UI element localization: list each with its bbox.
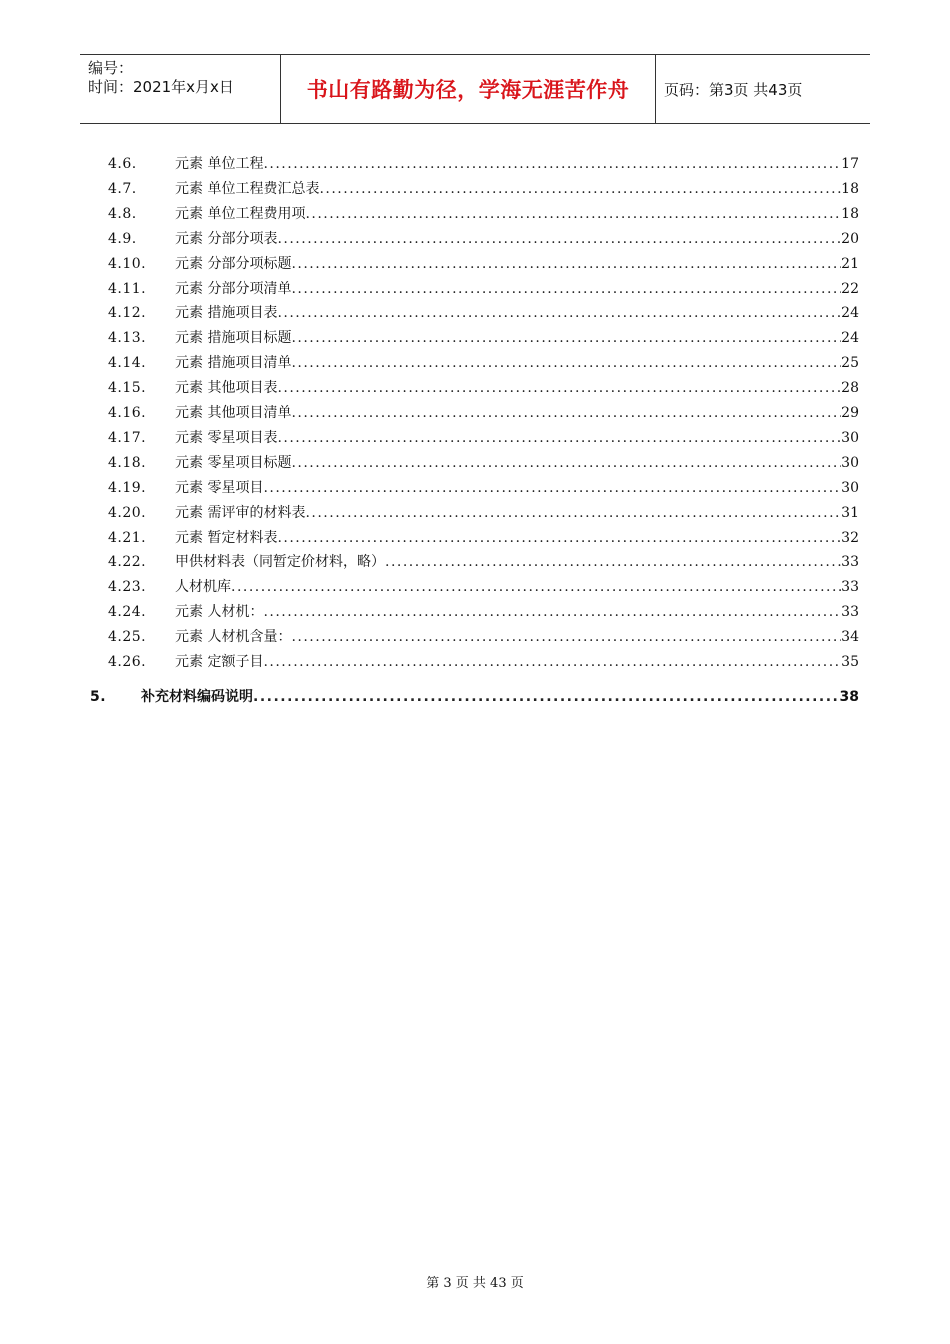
toc-entry-title: 元素 需评审的材料表	[175, 504, 306, 521]
toc-dot-leader	[277, 377, 841, 399]
toc-entry-title: 人材机库	[175, 579, 231, 596]
header-page-info: 页码：第3页 共43页	[664, 80, 803, 99]
toc-entry-number: 4.25.	[108, 629, 147, 646]
toc-entry-title: 元素 人材机：	[175, 604, 264, 621]
toc-dot-leader	[291, 452, 841, 474]
toc-row[interactable]	[0, 278, 950, 300]
toc-row[interactable]	[0, 203, 950, 225]
toc-dot-leader	[305, 203, 841, 225]
toc-entry	[175, 352, 859, 374]
toc-entry	[175, 178, 859, 200]
toc-dot-leader	[277, 427, 841, 449]
toc-entry-title: 元素 暂定材料表	[175, 529, 278, 546]
toc-entry-title: 元素 措施项目标题	[175, 330, 292, 347]
toc-dot-leader	[291, 626, 841, 648]
toc-entry-number: 4.7.	[108, 180, 137, 197]
toc-dot-leader	[277, 302, 841, 324]
toc-page-number: 30	[841, 454, 859, 471]
toc-entry-title: 元素 零星项目表	[175, 429, 278, 446]
toc-page-number: 34	[841, 629, 859, 646]
toc-page-number: 25	[841, 355, 859, 372]
toc-entry	[175, 502, 859, 524]
toc-row[interactable]	[0, 302, 950, 324]
toc-dot-leader	[253, 686, 840, 708]
toc-entry	[175, 377, 859, 399]
toc-entry	[175, 153, 859, 175]
toc-entry-number: 4.16.	[108, 405, 147, 421]
toc-entry-number: 4.19.	[108, 479, 147, 496]
toc-entry-number: 4.20.	[108, 504, 147, 521]
toc-row[interactable]	[0, 527, 950, 549]
toc-dot-leader	[319, 178, 841, 200]
toc-entry-number: 4.17.	[108, 429, 147, 446]
toc-entry-number: 4.9.	[108, 230, 137, 247]
toc-entry	[141, 686, 859, 708]
toc-entry-number: 4.8.	[108, 205, 137, 222]
toc-row[interactable]	[0, 651, 950, 673]
toc-dot-leader	[291, 352, 841, 374]
toc-entry	[175, 402, 859, 424]
toc-page-number: 22	[841, 280, 859, 297]
toc-entry-title: 元素 定额子目	[175, 654, 264, 670]
toc-page-number: 21	[841, 255, 859, 272]
toc-entry-number: 4.11.	[108, 280, 147, 297]
toc-entry-number: 4.15.	[108, 380, 147, 397]
toc-section-row[interactable]	[0, 686, 950, 708]
toc-dot-leader	[277, 228, 841, 250]
toc-row[interactable]	[0, 551, 950, 573]
toc-entry-title: 元素 分部分项表	[175, 230, 278, 247]
toc-entry-title: 元素 单位工程	[175, 156, 264, 172]
toc-page-number: 38	[839, 689, 859, 705]
toc-page-number: 20	[841, 230, 859, 247]
toc-entry	[175, 228, 859, 250]
toc-dot-leader	[231, 576, 841, 598]
toc-dot-leader	[263, 651, 841, 673]
toc-entry-number: 4.23.	[108, 579, 147, 596]
toc-row[interactable]	[0, 352, 950, 374]
toc-entry-number: 4.10.	[108, 255, 147, 272]
toc-row[interactable]	[0, 452, 950, 474]
toc-dot-leader	[291, 402, 841, 424]
toc-entry-number: 4.24.	[108, 604, 147, 621]
toc-row[interactable]	[0, 427, 950, 449]
toc-entry-title: 元素 其他项目表	[175, 380, 278, 397]
document-number-label: 编号：	[88, 59, 134, 77]
toc-entry	[175, 278, 859, 300]
toc-dot-leader	[263, 601, 841, 623]
toc-dot-leader	[291, 327, 841, 349]
toc-entry	[175, 651, 859, 673]
toc-row[interactable]	[0, 228, 950, 250]
toc-entry-title: 元素 单位工程费汇总表	[175, 180, 320, 197]
document-time-label: 时间：2021年x月x日	[88, 78, 234, 96]
toc-row[interactable]	[0, 377, 950, 399]
toc-entry-number: 4.18.	[108, 454, 147, 471]
toc-dot-leader	[291, 278, 841, 300]
toc-page-number: 30	[841, 479, 859, 496]
toc-dot-leader	[277, 527, 841, 549]
toc-entry-number: 4.6.	[108, 156, 137, 172]
toc-page-number: 24	[841, 330, 859, 347]
toc-page-number: 32	[841, 529, 859, 546]
toc-entry	[175, 253, 859, 275]
toc-entry-title: 元素 零星项目	[175, 479, 264, 496]
toc-page-number: 18	[841, 205, 859, 222]
toc-entry	[175, 477, 859, 499]
toc-page-number: 30	[841, 429, 859, 446]
toc-row[interactable]	[0, 153, 950, 175]
toc-entry	[175, 327, 859, 349]
toc-entry-title: 元素 措施项目表	[175, 305, 278, 322]
toc-entry-title: 元素 零星项目标题	[175, 454, 292, 471]
toc-entry-number: 4.22.	[108, 554, 147, 571]
toc-entry-number: 4.26.	[108, 654, 147, 670]
page-header	[80, 54, 870, 124]
toc-entry-number: 4.12.	[108, 305, 147, 322]
toc-entry-title: 元素 措施项目清单	[175, 355, 292, 372]
header-motto: 书山有路勤为径，学海无涯苦作舟	[281, 55, 656, 123]
toc-dot-leader	[263, 153, 841, 175]
toc-entry-number: 5.	[90, 689, 107, 705]
toc-entry	[175, 551, 859, 573]
toc-row[interactable]	[0, 601, 950, 623]
toc-entry	[175, 626, 859, 648]
toc-row[interactable]	[0, 178, 950, 200]
toc-row[interactable]	[0, 626, 950, 648]
toc-page-number: 18	[841, 180, 859, 197]
page-footer: 第 3 页 共 43 页	[426, 1276, 524, 1291]
toc-entry-title: 元素 分部分项标题	[175, 255, 292, 272]
toc-entry-title: 补充材料编码说明	[141, 689, 253, 705]
toc-entry	[175, 576, 859, 598]
toc-entry	[175, 203, 859, 225]
toc-row[interactable]	[0, 477, 950, 499]
toc-dot-leader	[385, 551, 841, 573]
toc-row[interactable]	[0, 576, 950, 598]
toc-page-number: 17	[841, 156, 859, 172]
toc-entry-title: 甲供材料表（同暂定价材料，略）	[175, 554, 385, 571]
toc-entry-number: 4.13.	[108, 330, 147, 347]
toc-page-number: 28	[841, 380, 859, 397]
toc-entry-title: 元素 分部分项清单	[175, 280, 292, 297]
toc-entry-title: 元素 人材机含量：	[175, 629, 292, 646]
toc-page-number: 31	[841, 504, 859, 521]
toc-entry	[175, 302, 859, 324]
toc-dot-leader	[263, 477, 841, 499]
toc-entry	[175, 527, 859, 549]
toc-page-number: 24	[841, 305, 859, 322]
toc-entry	[175, 601, 859, 623]
toc-page-number: 35	[841, 654, 859, 670]
toc-entry-number: 4.14.	[108, 355, 147, 372]
toc-row[interactable]	[0, 327, 950, 349]
toc-row[interactable]	[0, 402, 950, 424]
toc-dot-leader	[305, 502, 841, 524]
toc-entry	[175, 427, 859, 449]
toc-entry-number: 4.21.	[108, 529, 147, 546]
toc-page-number: 33	[841, 604, 859, 621]
toc-page-number: 33	[841, 554, 859, 571]
toc-entry	[175, 452, 859, 474]
toc-row[interactable]	[0, 502, 950, 524]
toc-dot-leader	[291, 253, 841, 275]
toc-row[interactable]	[0, 253, 950, 275]
toc-entry-title: 元素 其他项目清单	[175, 405, 292, 421]
toc-page-number: 29	[841, 405, 859, 421]
toc-entry-title: 元素 单位工程费用项	[175, 205, 306, 222]
toc-page-number: 33	[841, 579, 859, 596]
header-meta	[80, 55, 281, 123]
